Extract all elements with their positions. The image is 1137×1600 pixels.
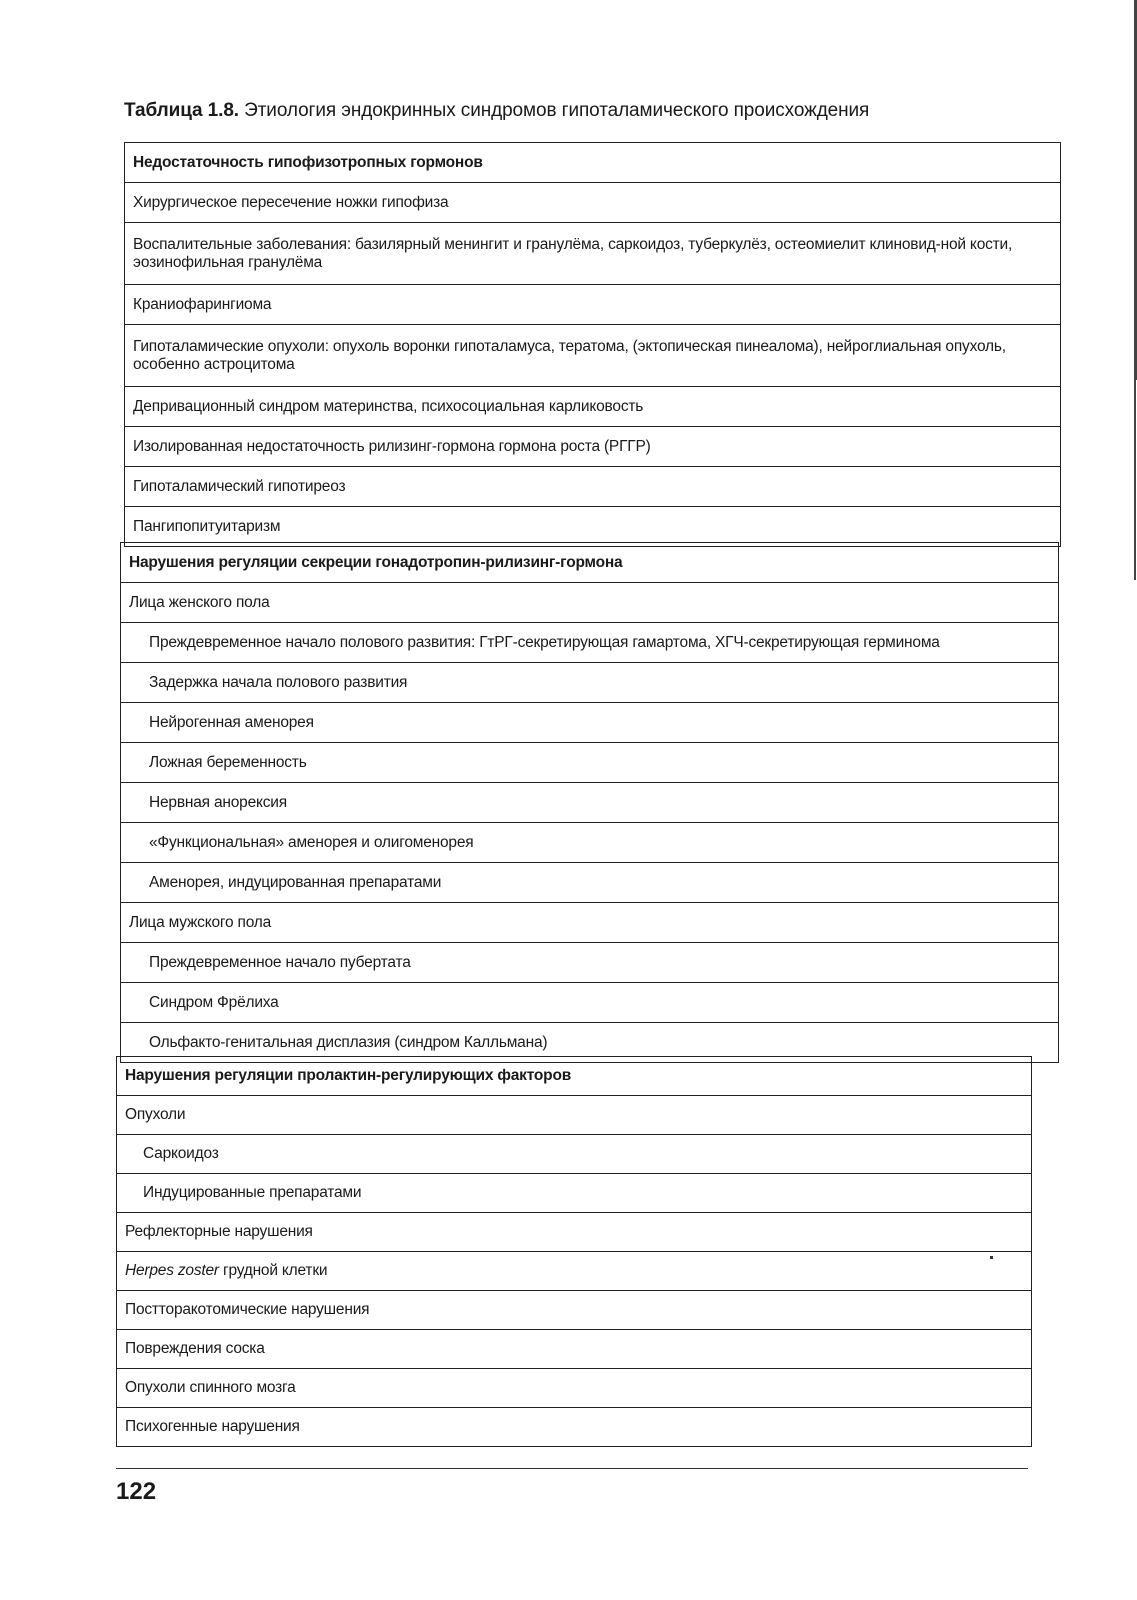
table-row: Постторакотомические нарушения <box>117 1291 1032 1330</box>
table-row: Ложная беременность <box>121 743 1059 783</box>
table-row: Индуцированные препаратами <box>117 1174 1032 1213</box>
section-heading: Недостаточность гипофизотропных гормонов <box>125 143 1061 183</box>
herpes-zoster-rest: грудной клетки <box>218 1262 328 1279</box>
table-row: Лица женского пола <box>121 583 1059 623</box>
page-number: 122 <box>116 1478 157 1505</box>
herpes-zoster-italic: Herpes zoster <box>125 1262 219 1279</box>
table-number: Таблица 1.8. <box>124 100 239 121</box>
table-section-gnrh <box>120 542 1059 1063</box>
table-row: Ольфакто-генитальная дисплазия (синдром Калльмана) <box>121 1023 1059 1063</box>
table-section-prolactin <box>116 1056 1032 1447</box>
table-row: Рефлекторные нарушения <box>117 1213 1032 1252</box>
table-row: Хирургическое пересечение ножки гипофиза <box>125 183 1061 223</box>
table-row: Повреждения соска <box>117 1330 1032 1369</box>
footer-rule <box>116 1468 1028 1469</box>
table-section-hypophysiotropic <box>124 142 1061 547</box>
table-row: Опухоли <box>117 1096 1032 1135</box>
table-row: Гипоталамический гипотиреоз <box>125 467 1061 507</box>
table-row: Краниофарингиома <box>125 285 1061 325</box>
table-title: Этиология эндокринных синдромов гипоталамического происхождения <box>238 100 870 121</box>
table-row: «Функциональная» аменорея и олигоменорея <box>121 823 1059 863</box>
table-row: Задержка начала полового развития <box>121 663 1059 703</box>
table-row: Нервная анорексия <box>121 783 1059 823</box>
scan-margin-line <box>1134 380 1136 580</box>
table-row: Нейрогенная аменорея <box>121 703 1059 743</box>
table-row: Воспалительные заболевания: базилярный менингит и гранулёма, саркоидоз, туберкулёз, остеомиелит клиновид-ной кости, эозинофильная гранулёма <box>125 223 1061 285</box>
section-heading: Нарушения регуляции пролактин-регулирующих факторов <box>117 1057 1032 1096</box>
table-row: Пангипопитуитаризм <box>125 507 1061 547</box>
table-row: Преждевременное начало пубертата <box>121 943 1059 983</box>
table-row: Психогенные нарушения <box>117 1408 1032 1447</box>
table-row: Депривационный синдром материнства, психосоциальная карликовость <box>125 387 1061 427</box>
table-row: Синдром Фрёлиха <box>121 983 1059 1023</box>
table-row: Саркоидоз <box>117 1135 1032 1174</box>
table-row: Лица мужского пола <box>121 903 1059 943</box>
table-row: Изолированная недостаточность рилизинг-гормона гормона роста (РГГР) <box>125 427 1061 467</box>
table-row: Опухоли спинного мозга <box>117 1369 1032 1408</box>
table-row: Преждевременное начало полового развития: ГтРГ-секретирующая гамартома, ХГЧ-секретирующая герминома <box>121 623 1059 663</box>
table-caption <box>124 100 869 122</box>
section-heading: Нарушения регуляции секреции гонадотропин-рилизинг-гормона <box>121 543 1059 583</box>
table-row: Гипоталамические опухоли: опухоль воронки гипоталамуса, тератома, (эктопическая пинеалома), нейроглиальная опухоль, особенно астроцитома <box>125 325 1061 387</box>
table-row <box>117 1252 1032 1291</box>
table-row: Аменорея, индуцированная препаратами <box>121 863 1059 903</box>
scan-speck <box>990 1256 993 1259</box>
